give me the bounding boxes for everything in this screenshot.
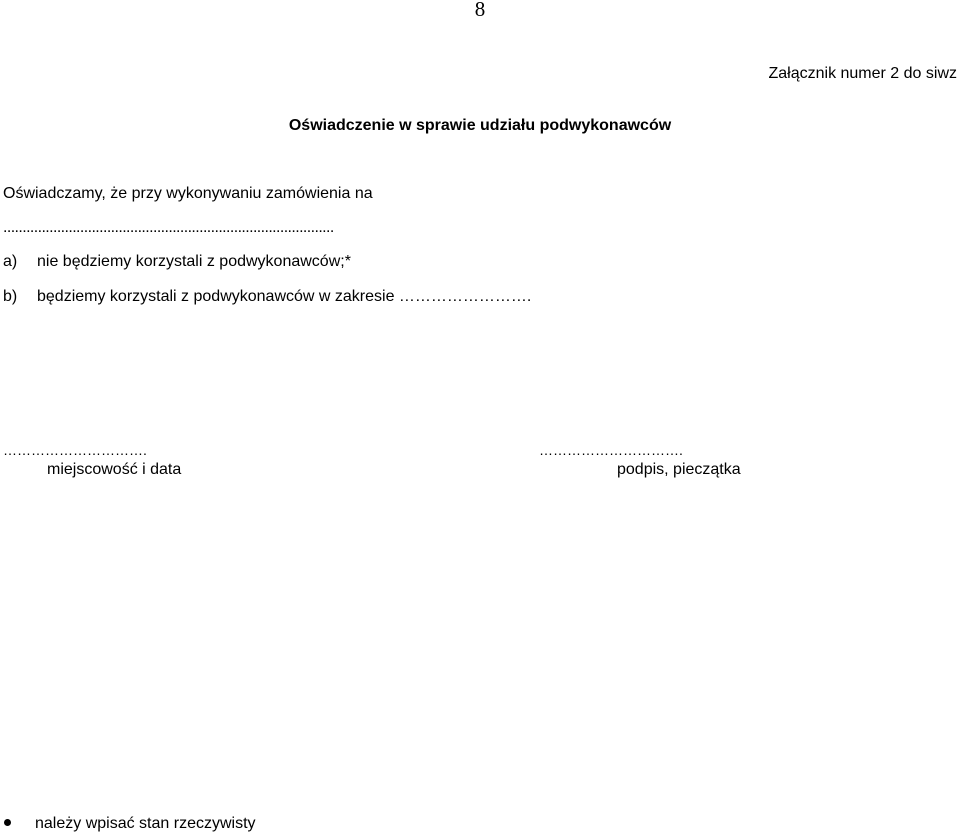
bullet-icon [4, 819, 11, 826]
option-b-letter: b) [3, 288, 18, 305]
place-date-label: miejscowość i data [47, 461, 182, 478]
annex-label: Załącznik numer 2 do siwz [768, 65, 957, 82]
option-b [3, 288, 531, 306]
option-a-letter: a) [3, 253, 18, 270]
option-a [3, 253, 351, 271]
intro-statement: Oświadczamy, że przy wykonywaniu zamówienia na [3, 185, 373, 202]
place-date-fill-line: …………………………. [3, 442, 147, 458]
page-number: 8 [474, 0, 486, 21]
order-fill-line: ...................................................................................... [3, 219, 334, 236]
signature-fill-line: …………………………. [539, 442, 683, 458]
signature-label: podpis, pieczątka [617, 461, 741, 478]
option-a-text: nie będziemy korzystali z podwykonawców;* [37, 253, 351, 270]
footnote-text: należy wpisać stan rzeczywisty [35, 815, 256, 832]
document-title: Oświadczenie w sprawie udziału podwykonawców [288, 117, 672, 134]
footnote [0, 815, 256, 833]
option-b-text: będziemy korzystali z podwykonawców w zakresie ……………………. [37, 288, 532, 305]
